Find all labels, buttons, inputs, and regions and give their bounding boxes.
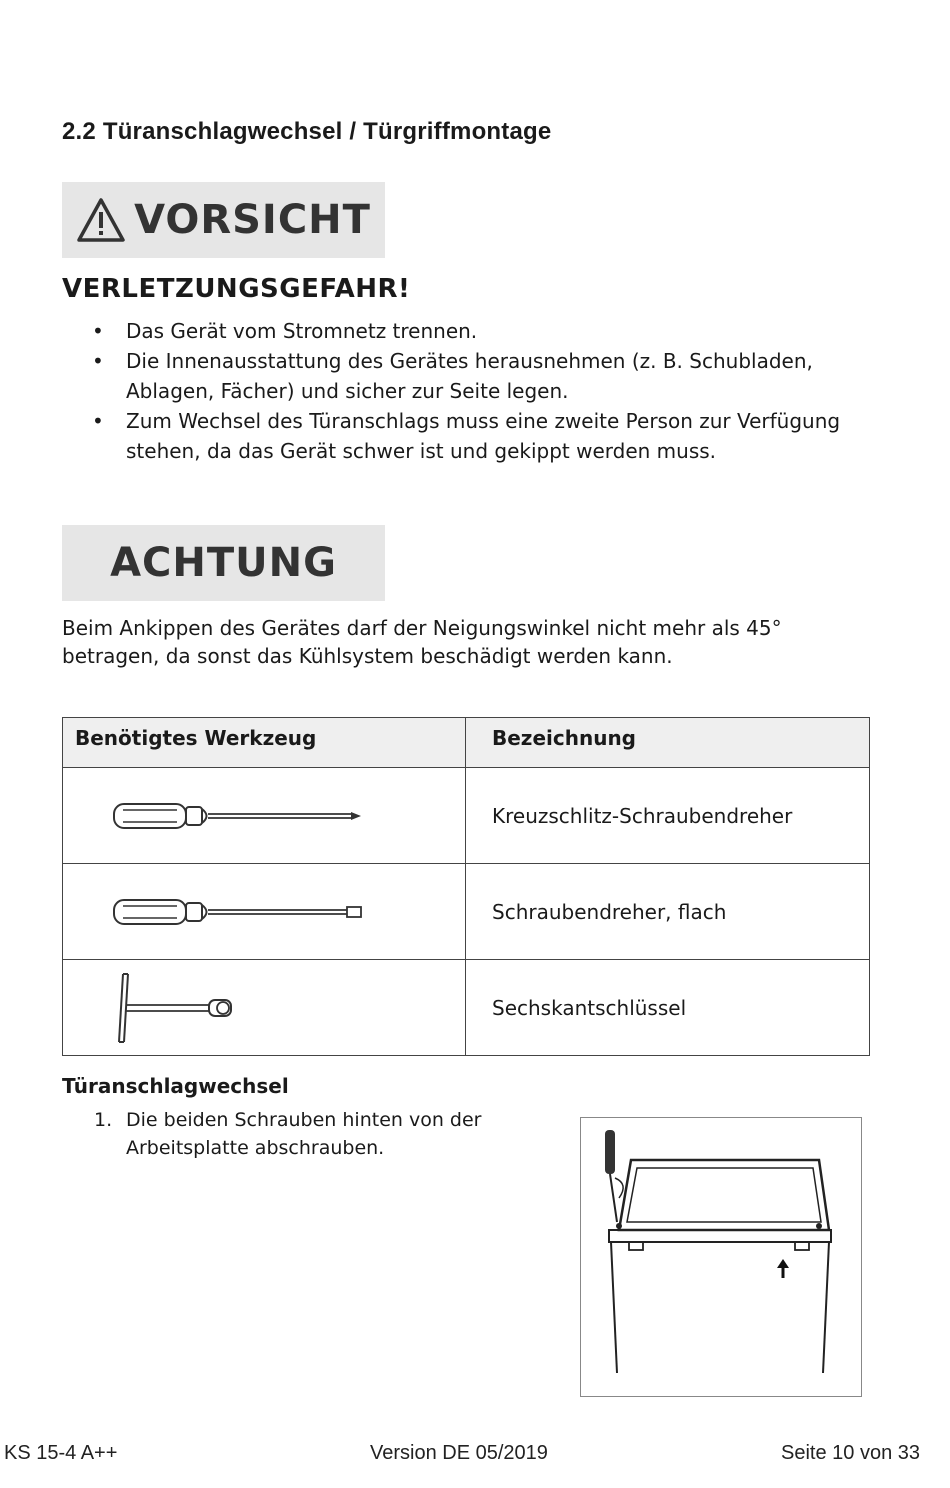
list-item: • Zum Wechsel des Türanschlags muss eine zweite Person zur Verfügung stehen, da das Gerät schwer ist und gekippt werden muss. [62, 406, 882, 466]
footer-model: KS 15-4 A++ [4, 1442, 118, 1464]
column-header-tool: Benötigtes Werkzeug [63, 718, 466, 768]
procedure-steps [62, 1106, 542, 1162]
column-header-name: Bezeichnung [466, 718, 870, 768]
footer-version: Version DE 05/2019 [370, 1442, 548, 1464]
tool-name-cell: Sechskantschlüssel [466, 960, 870, 1056]
attention-banner [62, 525, 385, 601]
tool-name-cell: Schraubendreher, flach [466, 864, 870, 960]
phillips-screwdriver-icon [111, 796, 371, 836]
table-row [63, 960, 870, 1056]
step-number: 1. [94, 1109, 113, 1131]
tool-image-cell [63, 960, 466, 1056]
tools-table [62, 717, 870, 1056]
tool-image-cell [63, 768, 466, 864]
tool-image-cell [63, 864, 466, 960]
step-text: Die beiden Schrauben hinten von der Arbeitsplatte abschrauben. [126, 1109, 482, 1159]
table-row [63, 768, 870, 864]
procedure-heading: Türanschlagwechsel [62, 1074, 289, 1098]
list-item: • Das Gerät vom Stromnetz trennen. [62, 316, 882, 346]
appliance-top-screws-illustration [581, 1118, 860, 1395]
procedure-figure [580, 1117, 862, 1397]
tool-name-cell: Kreuzschlitz-Schraubendreher [466, 768, 870, 864]
warning-triangle-icon [76, 197, 126, 243]
section-title: 2.2 Türanschlagwechsel / Türgriffmontage [62, 118, 552, 145]
warning-heading: VERLETZUNGSGEFAHR! [62, 274, 411, 304]
flat-screwdriver-icon [111, 892, 371, 932]
attention-label: ACHTUNG [110, 540, 337, 586]
table-row [63, 864, 870, 960]
hex-socket-wrench-icon [111, 968, 291, 1048]
list-item [62, 1106, 542, 1162]
attention-text: Beim Ankippen des Gerätes darf der Neigungswinkel nicht mehr als 45° betragen, da sonst das Kühlsystem beschädigt werden kann. [62, 616, 782, 668]
list-item: • Die Innenausstattung des Gerätes herausnehmen (z. B. Schubladen, Ablagen, Fächer) und sicher zur Seite legen. [62, 346, 882, 406]
footer-page-number: Seite 10 von 33 [781, 1442, 920, 1464]
table-header-row [63, 718, 870, 768]
caution-label: VORSICHT [134, 197, 371, 243]
caution-list [62, 316, 882, 466]
caution-banner [62, 182, 385, 258]
